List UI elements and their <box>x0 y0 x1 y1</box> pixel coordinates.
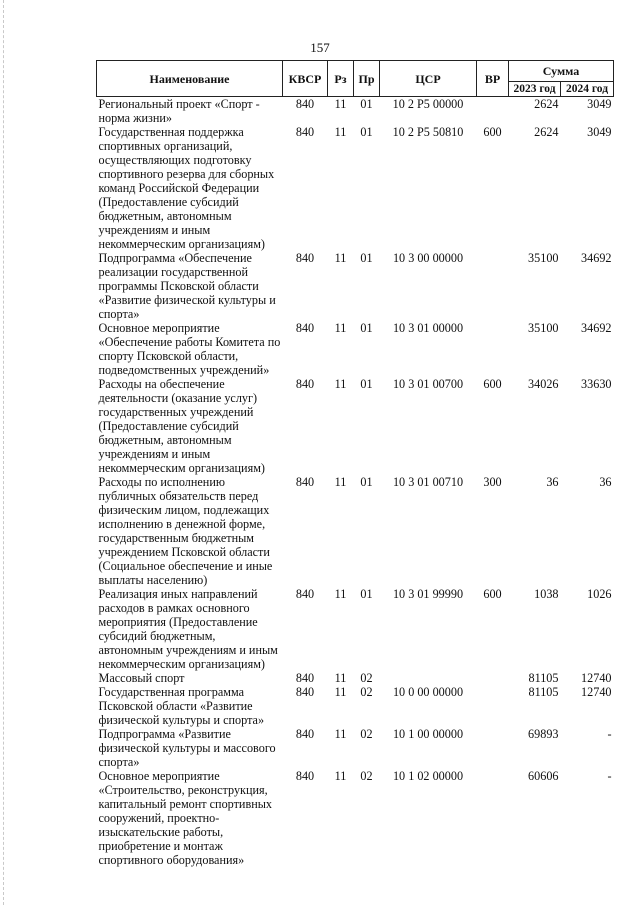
header-year-2024: 2024 год <box>561 82 614 97</box>
table-row <box>97 377 614 475</box>
cell-name: Региональный проект «Спорт - норма жизни» <box>98 97 260 125</box>
cell-name: Государственная программа Псковской области «Развитие физической культуры и спорта» <box>98 685 265 727</box>
cell-pr: 02 <box>360 685 373 699</box>
cell-pr: 01 <box>360 321 373 335</box>
cell-pr: 01 <box>360 125 373 139</box>
cell-sum-2023: 36 <box>546 475 559 489</box>
cell-sum-2023: 35100 <box>528 321 559 335</box>
cell-vr <box>477 671 509 685</box>
table-row <box>97 685 614 727</box>
cell-vr: 300 <box>483 475 502 489</box>
cell-sum-2024: 34692 <box>581 321 612 335</box>
cell-csr: 10 1 00 00000 <box>392 727 464 741</box>
cell-sum-2024: - <box>607 769 612 783</box>
cell-name: Расходы по исполнению публичных обязательств перед физическим лицом, подлежащих исполнению в денежной форме, государственным бюджетным учреждением Псковской области (Социальное обеспечение и иные выплаты населению) <box>98 475 273 587</box>
cell-sum-2023: 60606 <box>528 769 559 783</box>
cell-name: Реализация иных направлений расходов в рамках основного мероприятия (Предоставление субсидий бюджетным, автономным учреждениям и иным некоммерческим организациям) <box>98 587 278 671</box>
cell-csr <box>380 671 477 685</box>
cell-kvsr: 840 <box>295 321 315 335</box>
header-year-2023: 2023 год <box>509 82 561 97</box>
cell-name: Государственная поддержка спортивных организаций, осуществляющих подготовку спортивного резерва для сборных команд Российской Федерации (Предоставление субсидий бюджетным, автономным учреждениям и иным некоммерческим организациям) <box>98 125 275 251</box>
cell-rz: 11 <box>334 251 347 265</box>
cell-kvsr: 840 <box>295 475 315 489</box>
cell-pr: 01 <box>360 251 373 265</box>
table-row <box>97 125 614 251</box>
cell-name: Основное мероприятие «Обеспечение работы Комитета по спорту Псковской области, подведомственных учреждений» <box>98 321 281 377</box>
cell-kvsr: 840 <box>295 97 315 111</box>
cell-pr: 01 <box>360 377 373 391</box>
table-header <box>97 61 614 97</box>
table-row <box>97 727 614 769</box>
header-sum: Сумма <box>509 61 614 82</box>
cell-rz: 11 <box>334 377 347 391</box>
cell-csr: 10 2 Р5 00000 <box>392 97 464 111</box>
cell-sum-2023: 81105 <box>528 671 559 685</box>
cell-name: Расходы на обеспечение деятельности (оказание услуг) государственных учреждений (Предоставление субсидий бюджетным, автономным учреждениям и иным некоммерческим организациям) <box>98 377 265 475</box>
cell-rz: 11 <box>334 97 347 111</box>
cell-csr: 10 3 01 00700 <box>392 377 464 391</box>
cell-csr: 10 3 01 00000 <box>392 321 464 335</box>
cell-kvsr: 840 <box>295 685 315 699</box>
cell-sum-2024: 36 <box>599 475 612 489</box>
header-name: Наименование <box>97 61 283 97</box>
header-kvsr: КВСР <box>283 61 328 97</box>
header-pr: Пр <box>354 61 380 97</box>
cell-sum-2023: 81105 <box>528 685 559 699</box>
cell-sum-2024: 12740 <box>581 671 612 685</box>
cell-rz: 11 <box>334 685 347 699</box>
cell-csr: 10 0 00 00000 <box>392 685 464 699</box>
cell-name: Массовый спорт <box>98 671 185 685</box>
cell-kvsr: 840 <box>295 251 315 265</box>
cell-vr <box>477 97 509 126</box>
cell-kvsr: 840 <box>295 377 315 391</box>
cell-vr <box>477 769 509 867</box>
budget-table <box>96 60 614 867</box>
cell-name: Подпрограмма «Развитие физической культуры и массового спорта» <box>98 727 276 769</box>
header-rz: Рз <box>328 61 354 97</box>
cell-csr: 10 3 01 00710 <box>392 475 464 489</box>
header-vr: ВР <box>477 61 509 97</box>
cell-name: Подпрограмма «Обеспечение реализации государственной программы Псковской области «Развитие физической культуры и спорта» <box>98 251 276 321</box>
cell-sum-2024: 1026 <box>587 587 612 601</box>
cell-pr: 02 <box>360 727 373 741</box>
table-row <box>97 769 614 867</box>
cell-sum-2024: 34692 <box>581 251 612 265</box>
page-number: 157 <box>310 40 330 55</box>
cell-vr <box>477 321 509 377</box>
cell-sum-2023: 69893 <box>528 727 559 741</box>
cell-sum-2023: 35100 <box>528 251 559 265</box>
cell-kvsr: 840 <box>295 587 315 601</box>
cell-sum-2023: 34026 <box>528 377 559 391</box>
cell-csr: 10 3 00 00000 <box>392 251 464 265</box>
cell-sum-2023: 2624 <box>534 125 559 139</box>
cell-kvsr: 840 <box>295 727 315 741</box>
cell-sum-2023: 2624 <box>534 97 559 111</box>
cell-csr: 10 1 02 00000 <box>392 769 464 783</box>
cell-sum-2024: - <box>607 727 612 741</box>
cell-vr: 600 <box>483 125 502 139</box>
table-row <box>97 97 614 126</box>
cell-pr: 01 <box>360 475 373 489</box>
cell-vr: 600 <box>483 587 502 601</box>
table-row <box>97 671 614 685</box>
table-row <box>97 587 614 671</box>
cell-rz: 11 <box>334 321 347 335</box>
cell-sum-2024: 3049 <box>587 125 612 139</box>
cell-kvsr: 840 <box>295 125 315 139</box>
cell-vr: 600 <box>483 377 502 391</box>
cell-rz: 11 <box>334 769 347 783</box>
cell-rz: 11 <box>334 587 347 601</box>
table-row <box>97 321 614 377</box>
header-csr: ЦСР <box>380 61 477 97</box>
cell-vr <box>477 251 509 321</box>
cell-sum-2024: 12740 <box>581 685 612 699</box>
cell-rz: 11 <box>334 125 347 139</box>
cell-vr <box>477 685 509 727</box>
cell-pr: 02 <box>360 671 373 685</box>
cell-csr: 10 2 Р5 50810 <box>392 125 464 139</box>
cell-kvsr: 840 <box>295 671 315 685</box>
scan-edge <box>3 0 5 905</box>
table-row <box>97 475 614 587</box>
table-body <box>97 97 614 868</box>
cell-csr: 10 3 01 99990 <box>392 587 464 601</box>
cell-pr: 01 <box>360 587 373 601</box>
table-row <box>97 251 614 321</box>
cell-sum-2024: 33630 <box>581 377 612 391</box>
cell-sum-2023: 1038 <box>534 587 559 601</box>
cell-rz: 11 <box>334 475 347 489</box>
cell-vr <box>477 727 509 769</box>
cell-sum-2024: 3049 <box>587 97 612 111</box>
cell-pr: 01 <box>360 97 373 111</box>
cell-rz: 11 <box>334 671 347 685</box>
cell-pr: 02 <box>360 769 373 783</box>
cell-name: Основное мероприятие «Строительство, реконструкция, капитальный ремонт спортивных сооружений, проектно-изыскательские работы, приобретение и монтаж спортивного оборудования» <box>98 769 273 867</box>
cell-kvsr: 840 <box>295 769 315 783</box>
cell-rz: 11 <box>334 727 347 741</box>
